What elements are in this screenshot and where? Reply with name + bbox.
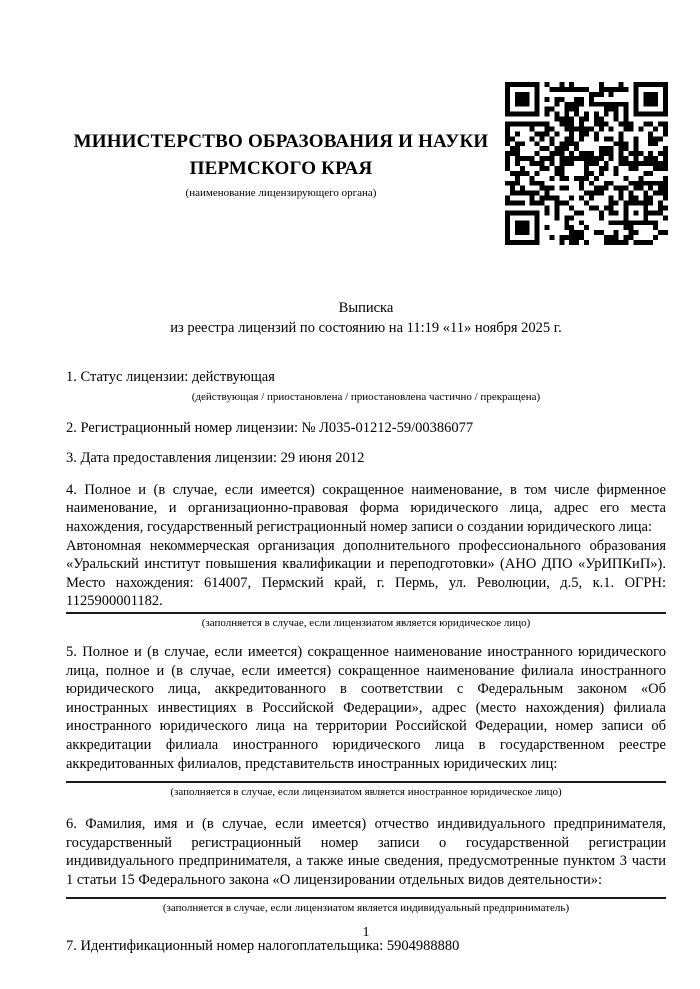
legal-entity-field-caption: (заполняется в случае, если лицензиатом является юридическое лицо) xyxy=(201,616,531,629)
ministry-name xyxy=(66,128,496,182)
individual-entrepreneur-field-caption: (заполняется в случае, если лицензиатом является индивидуальный предприниматель) xyxy=(162,902,570,915)
qr-code-image xyxy=(505,82,668,245)
legal-entity-field-rule xyxy=(66,612,666,614)
item-taxpayer-number: 7. Идентификационный номер налогоплательщика: 5904988880 xyxy=(66,938,460,955)
ministry-caption: (наименование лицензирующего органа) xyxy=(185,187,377,199)
page-number: 1 xyxy=(362,925,370,940)
document-header-row xyxy=(0,0,700,245)
ministry-name-line2: ПЕРМСКОГО КРАЯ xyxy=(189,158,373,179)
document-title: Выписка xyxy=(338,300,394,316)
individual-entrepreneur-field-text: 6. Фамилия, имя и (в случае, если имеется) отчество индивидуального предпринимателя, государственный регистрационный номер записи о государственной регистрации индивидуального предпринимателя, а также иные сведения, предусмотренные пунктом 3 части 1 статьи 15 Федерального закона «О лицензировании отдельных видов деятельности»: xyxy=(66,816,666,888)
item-license-status xyxy=(66,368,666,404)
document-body xyxy=(66,368,666,956)
legal-entity-value: Автономная некоммерческая организация дополнительного профессионального образования «Уральский институт повышения квалификации и переподготовки» (АНО ДПО «УрИПКиП»). Место нахождения: 614007, Пермский край, г. Пермь, ул. Революции, д.5, к.1. ОГРН: 1125900001182. xyxy=(66,537,666,610)
licensing-authority-block xyxy=(66,82,496,200)
item-grant-date: 3. Дата предоставления лицензии: 29 июня 2012 xyxy=(66,450,365,467)
item-individual-entrepreneur xyxy=(66,815,666,915)
individual-entrepreneur-field-rule xyxy=(66,897,666,899)
foreign-entity-field-caption: (заполняется в случае, если лицензиатом является иностранное юридическое лицо) xyxy=(170,786,562,799)
document-title-block xyxy=(66,299,666,338)
item-registration-number: 2. Регистрационный номер лицензии: № Л035-01212-59/00386077 xyxy=(66,419,474,436)
foreign-entity-field-rule xyxy=(66,781,666,783)
item-legal-entity xyxy=(66,481,666,630)
document-subtitle: из реестра лицензий по состоянию на 11:19 «11» ноября 2025 г. xyxy=(170,319,562,336)
ministry-name-line1: МИНИСТЕРСТВО ОБРАЗОВАНИЯ И НАУКИ xyxy=(73,131,489,152)
item-foreign-entity xyxy=(66,643,666,799)
license-status-text: 1. Статус лицензии: действующая xyxy=(66,369,275,385)
foreign-entity-field-text: 5. Полное и (в случае, если имеется) сокращенное наименование иностранного юридического лица, полное и (в случае, если имеется) сокращенное наименование филиала иностранного юридического лица, аккредитованного в соответствии с Федеральным законом «Об иностранных инвестициях в Российской Федерации», адрес (место нахождения) филиала иностранного юридического лица на территории Российской Федерации, номер записи об аккредитации филиала иностранного юридического лица в государственном реестре аккредитованных филиалов, представительств иностранных юридических лиц: xyxy=(66,643,666,772)
qr-code xyxy=(505,82,668,245)
legal-entity-field-text: 4. Полное и (в случае, если имеется) сокращенное наименование, в том числе фирменное наименование, и организационно-правовая форма юридического лица, адрес его места нахождения, государственный регистрационный номер записи о создании юридического лица: xyxy=(66,481,666,535)
license-status-note: (действующая / приостановлена / приостановлена частично / прекращена) xyxy=(191,390,541,403)
